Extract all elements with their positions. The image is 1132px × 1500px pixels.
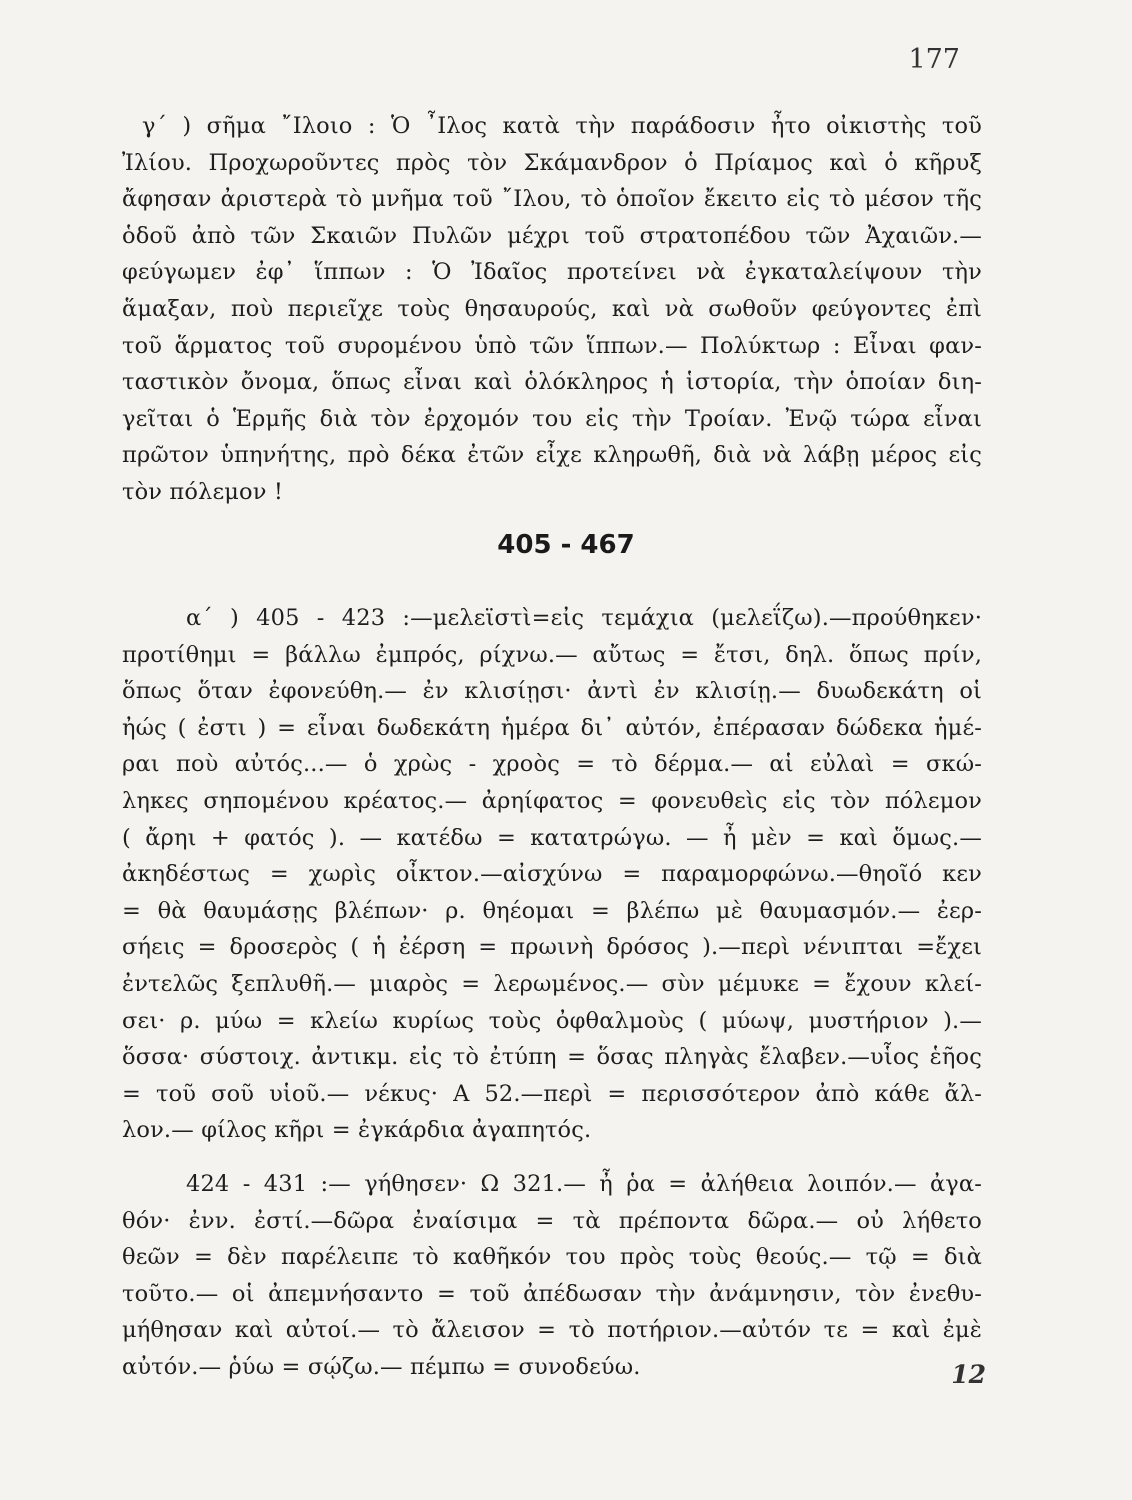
- text-line: λον.— φίλος κῆρι = ἐγκάρδια ἀγαπητός.: [122, 1117, 592, 1144]
- text-line: ὅσσα· σύστοιχ. ἀντικμ. εἰς τὸ ἐτύπη = ὅσας πληγὰς ἔλαβεν.—υἷος ἑῆος: [122, 1044, 982, 1071]
- text-line: ( ἄρηι + φατός ). — κατέδω = κατατρώγω. — ἦ μὲν = καὶ ὅμως.—: [122, 824, 982, 851]
- text-line: ἅμαξαν, ποὺ περιεῖχε τοὺς θησαυρούς, καὶ νὰ σωθοῦν φεύγοντες ἐπὶ: [122, 295, 982, 322]
- text-line: 424 - 431 :— γήθησεν· Ω 321.— ἦ ῥα = ἀλήθεια λοιπόν.— ἀγα-: [186, 1171, 982, 1197]
- text-line: ληκες σηπομένου κρέατος.— ἀρηίφατος = φονευθεὶς εἰς τὸν πόλεμον: [122, 787, 982, 814]
- text-line: ἐντελῶς ξεπλυθῆ.— μιαρὸς = λερωμένος.— σὺν μέμυκε = ἔχουν κλεί-: [122, 970, 982, 997]
- text-line: γ΄ ) σῆμα ῎Ιλοιο : Ὁ ῏Ιλος κατὰ τὴν παράδοσιν ἦτο οἰκιστὴς τοῦ: [142, 113, 982, 139]
- text-line: = τοῦ σοῦ υἱοῦ.— νέκυς· Α 52.—περὶ = περισσότερον ἀπὸ κάθε ἄλ-: [122, 1080, 982, 1107]
- text-line: προτίθημι = βάλλω ἐμπρός, ρίχνω.— αὔτως = ἔτσι, δηλ. ὅπως πρίν,: [122, 641, 982, 668]
- page-number: 177: [908, 44, 960, 75]
- signature-mark: 12: [951, 1360, 986, 1389]
- text-line: σήεις = δροσερὸς ( ἡ ἐέρση = πρωινὴ δρόσος ).—περὶ νένιπται =ἔχει: [122, 934, 982, 961]
- text-line: ταστικὸν ὄνομα, ὅπως εἶναι καὶ ὁλόκληρος ἡ ἱστορία, τὴν ὁποίαν διη-: [122, 369, 982, 396]
- commentary-section-1: [122, 108, 982, 511]
- text-line: φεύγωμεν ἐφ᾽ ἵππων : Ὁ Ἰδαῖος προτείνει νὰ ἐγκαταλείψουν τὴν: [122, 259, 982, 286]
- text-line: τοῦ ἅρματος τοῦ συρομένου ὑπὸ τῶν ἵππων.— Πολύκτωρ : Εἶναι φαν-: [122, 332, 982, 359]
- text-line: θόν· ἐνν. ἐστί.—δῶρα ἐναίσιμα = τὰ πρέποντα δῶρα.— οὐ λήθετο: [122, 1207, 982, 1234]
- text-line: σει· ρ. μύω = κλείω κυρίως τοὺς ὀφθαλμοὺς ( μύωψ, μυστήριον ).—: [122, 1007, 982, 1034]
- section-heading: 405 - 467: [497, 530, 635, 560]
- text-line: αὐτόν.— ῥύω = σῴζω.— πέμπω = συνοδεύω.: [122, 1353, 641, 1380]
- text-line: ἠώς ( ἐστι ) = εἶναι δωδεκάτη ἡμέρα δι᾽ αὐτόν, ἐπέρασαν δώδεκα ἡμέ-: [122, 714, 982, 741]
- commentary-section-2: [122, 600, 982, 1149]
- text-line: θεῶν = δὲν παρέλειπε τὸ καθῆκόν του πρὸς τοὺς θεούς.— τῷ = διὰ: [122, 1244, 982, 1271]
- text-line: ἄφησαν ἀριστερὰ τὸ μνῆμα τοῦ ῎Ιλου, τὸ ὁποῖον ἔκειτο εἰς τὸ μέσον τῆς: [122, 186, 982, 213]
- text-line: ραι ποὺ αὐτός...— ὁ χρὼς - χροὸς = τὸ δέρμα.— αἱ εὐλαὶ = σκώ-: [122, 751, 982, 778]
- text-line: γεῖται ὁ Ἑρμῆς διὰ τὸν ἐρχομόν του εἰς τὴν Τροίαν. Ἐνῷ τώρα εἶναι: [122, 405, 982, 432]
- text-line: πρῶτον ὑπηνήτης, πρὸ δέκα ἐτῶν εἶχε κληρωθῆ, διὰ νὰ λάβῃ μέρος εἰς: [122, 442, 982, 469]
- text-line: τοῦτο.— οἱ ἀπεμνήσαντο = τοῦ ἀπέδωσαν τὴν ἀνάμνησιν, τὸν ἐνεθυ-: [122, 1280, 982, 1307]
- commentary-section-3: [122, 1166, 982, 1386]
- text-line: μήθησαν καὶ αὐτοί.— τὸ ἄλεισον = τὸ ποτήριον.—αὐτόν τε = καὶ ἐμὲ: [122, 1317, 982, 1344]
- text-line: ὁδοῦ ἀπὸ τῶν Σκαιῶν Πυλῶν μέχρι τοῦ στρατοπέδου τῶν Ἀχαιῶν.—: [122, 222, 982, 249]
- text-line: = θὰ θαυμάσῃς βλέπων· ρ. θηέομαι = βλέπω μὲ θαυμασμόν.— ἐερ-: [122, 897, 982, 924]
- text-line: Ἰλίου. Προχωροῦντες πρὸς τὸν Σκάμανδρον ὁ Πρίαμος καὶ ὁ κῆρυξ: [122, 149, 982, 176]
- text-line: τὸν πόλεμον !: [122, 478, 284, 505]
- text-line: ὅπως ὅταν ἐφονεύθη.— ἐν κλισίῃσι· ἀντὶ ἐν κλισίῃ.— δυωδεκάτη οἱ: [122, 678, 982, 705]
- text-line: ἀκηδέστως = χωρὶς οἶκτον.—αἰσχύνω = παραμορφώνω.—θηοῖό κεν: [122, 861, 982, 888]
- text-line: α΄ ) 405 - 423 :—μελεϊστὶ=εἰς τεμάχια (μελεΐζω).—προύθηκεν·: [186, 605, 982, 631]
